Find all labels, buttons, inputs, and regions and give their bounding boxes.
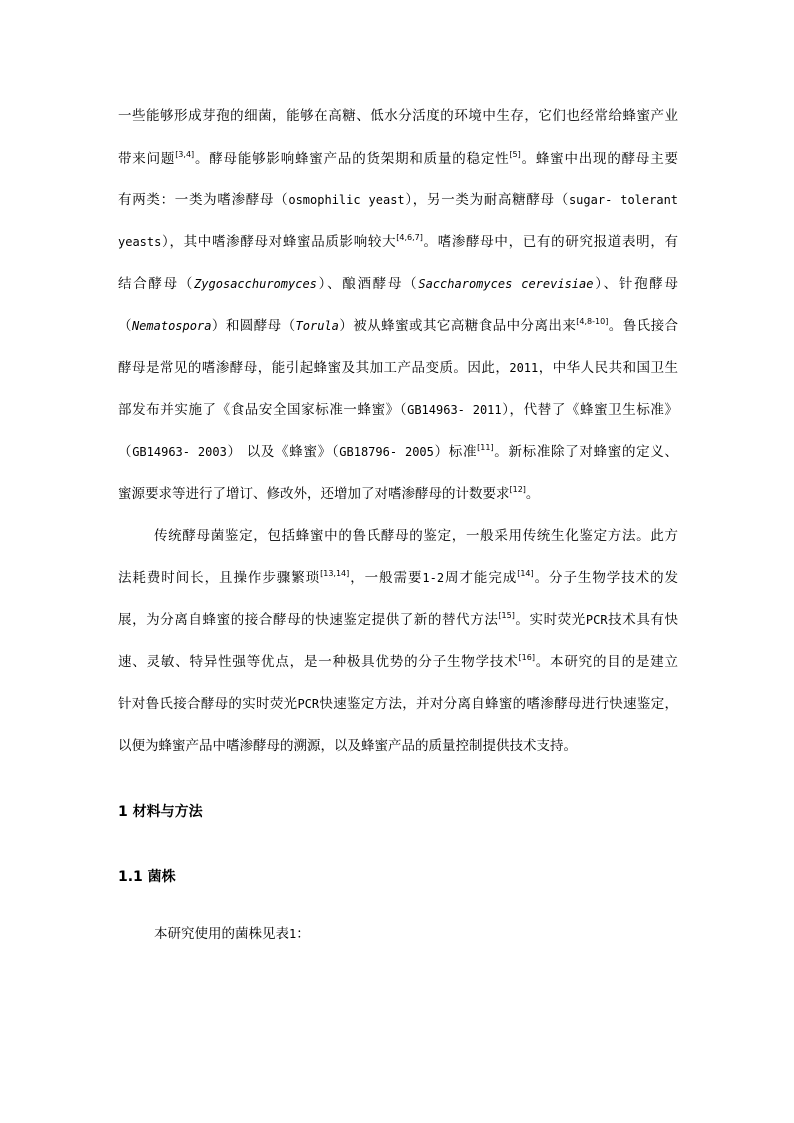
- body-line: 针对鲁氏接合酵母的实时荧光PCR快速鉴定方法，并对分离自蜂蜜的嗜渗酵母进行快速鉴定，: [118, 696, 678, 712]
- body-line: 一些能够形成芽孢的细菌，能够在高糖、低水分活度的环境中生存，它们也经常给蜂蜜产业: [118, 108, 678, 124]
- citation: [14]: [517, 569, 534, 578]
- citation: [12]: [509, 485, 526, 494]
- citation: [3,4]: [175, 150, 195, 159]
- subsection-heading: 1.1 菌株: [118, 869, 176, 885]
- citation: [4,6,7]: [396, 233, 423, 242]
- body-line: 有两类：一类为嗜渗酵母（osmophilic yeast），另一类为耐高糖酵母（sugar- tolerant: [118, 192, 679, 208]
- citation: [16]: [518, 653, 535, 662]
- body-line: （GB14963- 2003） 以及《蜂蜜》（GB18796- 2005）标准[11]。新标准除了对蜂蜜的定义、: [118, 443, 679, 460]
- body-line: yeasts），其中嗜渗酵母对蜂蜜品质影响较大[4,6,7]。嗜渗酵母中，已有的研究报道表明，有: [118, 233, 678, 250]
- citation: [4,8-10]: [576, 317, 609, 326]
- body-line: 本研究使用的菌株见表1：: [154, 926, 310, 942]
- body-line: 传统酵母菌鉴定，包括蜂蜜中的鲁氏酵母的鉴定，一般采用传统生化鉴定方法。此方: [154, 528, 678, 544]
- body-line: （Nematospora）和圆酵母（Torula）被从蜂蜜或其它高糖食品中分离出来[4,8-10]。鲁氏接合: [118, 317, 679, 334]
- body-line: 法耗费时间长，且操作步骤繁琐[13,14]，一般需要1-2周才能完成[14]。分子生物学技术的发: [118, 569, 679, 586]
- body-line: 以便为蜂蜜产品中嗜渗酵母的溯源，以及蜂蜜产品的质量控制提供技术支持。: [118, 738, 577, 754]
- section-heading: 1 材料与方法: [118, 804, 203, 820]
- body-line: 带来问题[3,4]。酵母能够影响蜂蜜产品的货架期和质量的稳定性[5]。蜂蜜中出现的酵母主要: [118, 150, 679, 167]
- citation: [15]: [498, 611, 515, 620]
- body-line: 酵母是常见的嗜渗酵母，能引起蜂蜜及其加工产品变质。因此，2011，中华人民共和国卫生: [118, 360, 679, 376]
- body-line: 部发布并实施了《食品安全国家标准一蜂蜜》（GB14963- 2011），代替了《蜂蜜卫生标准》: [118, 402, 679, 418]
- citation: [5]: [509, 150, 521, 159]
- citation: [13,14]: [320, 569, 350, 578]
- citation: [11]: [477, 443, 494, 452]
- body-line: 结合酵母（Zygosacchuromyces）、酿酒酵母（Saccharomyces cerevisiae）、针孢酵母: [118, 276, 679, 292]
- body-line: 展，为分离自蜂蜜的接合酵母的快速鉴定提供了新的替代方法[15]。实时荧光PCR技术具有快: [118, 611, 679, 628]
- body-line: 蜜源要求等进行了增订、修改外，还增加了对嗜渗酵母的计数要求[12]。: [118, 485, 540, 502]
- body-line: 速、灵敏、特异性强等优点，是一种极具优势的分子生物学技术[16]。本研究的目的是建立: [118, 653, 678, 670]
